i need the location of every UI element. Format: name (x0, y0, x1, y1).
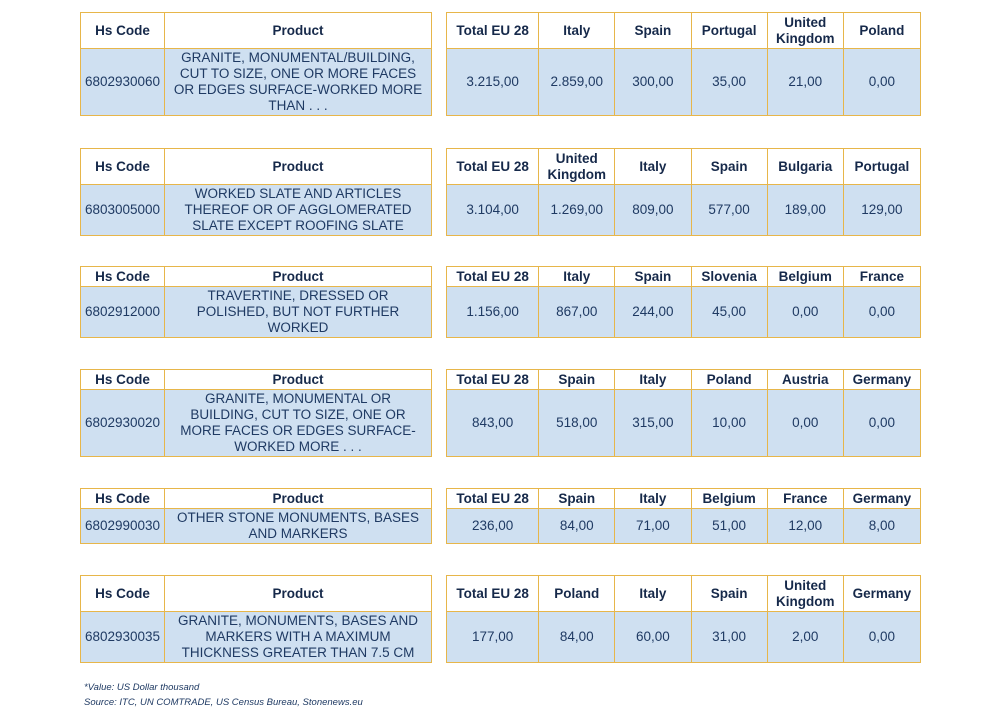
country-value-cell: 10,00 (691, 390, 767, 457)
hs-code-cell: 6802990030 (81, 509, 165, 544)
product-cell: TRAVERTINE, DRESSED OR POLISHED, BUT NOT FURTHER WORKED (165, 287, 432, 338)
hs-code-cell: 6802930060 (81, 49, 165, 116)
country-header: Germany (843, 576, 920, 612)
hs-code-header: Hs Code (81, 267, 165, 287)
country-header: Slovenia (691, 267, 767, 287)
country-header: Bulgaria (767, 149, 843, 185)
country-value-cell: 867,00 (539, 287, 615, 338)
total-header: Total EU 28 (447, 576, 539, 612)
product-table (80, 266, 432, 338)
country-value-cell: 315,00 (615, 390, 691, 457)
hs-code-cell: 6802930035 (81, 612, 165, 663)
country-value-cell: 189,00 (767, 185, 843, 236)
product-table (80, 12, 432, 116)
country-value-cell: 51,00 (691, 509, 767, 544)
country-values-table (446, 575, 921, 663)
country-header: Spain (691, 576, 767, 612)
product-cell: GRANITE, MONUMENTAL OR BUILDING, CUT TO SIZE, ONE OR MORE FACES OR EDGES SURFACE-WORKED MORE . . . (165, 390, 432, 457)
country-header: Belgium (691, 489, 767, 509)
country-value-cell: 0,00 (843, 287, 920, 338)
country-header: Poland (691, 370, 767, 390)
country-header: Italy (539, 13, 615, 49)
country-value-cell: 45,00 (691, 287, 767, 338)
country-value-cell: 577,00 (691, 185, 767, 236)
country-header: Italy (615, 489, 691, 509)
total-header: Total EU 28 (447, 13, 539, 49)
country-values-table (446, 12, 921, 116)
hs-code-cell: 6802930020 (81, 390, 165, 457)
total-value-cell: 236,00 (447, 509, 539, 544)
country-value-cell: 84,00 (539, 509, 615, 544)
hs-code-header: Hs Code (81, 13, 165, 49)
country-value-cell: 31,00 (691, 612, 767, 663)
total-header: Total EU 28 (447, 370, 539, 390)
country-value-cell: 244,00 (615, 287, 691, 338)
hs-code-header: Hs Code (81, 370, 165, 390)
total-value-cell: 3.104,00 (447, 185, 539, 236)
product-cell: WORKED SLATE AND ARTICLES THEREOF OR OF AGGLOMERATED SLATE EXCEPT ROOFING SLATE (165, 185, 432, 236)
country-header: Spain (691, 149, 767, 185)
country-value-cell: 0,00 (767, 287, 843, 338)
country-header: Spain (615, 267, 691, 287)
total-header: Total EU 28 (447, 489, 539, 509)
hs-code-header: Hs Code (81, 489, 165, 509)
source-note: Source: ITC, UN COMTRADE, US Census Bureau, Stonenews.eu (84, 697, 363, 708)
country-value-cell: 84,00 (539, 612, 615, 663)
country-values-table (446, 148, 921, 236)
product-header: Product (165, 267, 432, 287)
country-header: Italy (539, 267, 615, 287)
total-value-cell: 3.215,00 (447, 49, 539, 116)
total-value-cell: 1.156,00 (447, 287, 539, 338)
country-header: Belgium (767, 267, 843, 287)
product-header: Product (165, 489, 432, 509)
country-header: Italy (615, 149, 691, 185)
country-header: Spain (539, 370, 615, 390)
country-header: Spain (539, 489, 615, 509)
country-values-table (446, 488, 921, 544)
country-header: United Kingdom (767, 13, 843, 49)
country-value-cell: 129,00 (843, 185, 920, 236)
product-table (80, 575, 432, 663)
country-value-cell: 12,00 (767, 509, 843, 544)
hs-code-cell: 6802912000 (81, 287, 165, 338)
country-header: Austria (767, 370, 843, 390)
country-value-cell: 518,00 (539, 390, 615, 457)
country-header: Germany (843, 370, 920, 390)
hs-code-cell: 6803005000 (81, 185, 165, 236)
product-cell: GRANITE, MONUMENTAL/BUILDING, CUT TO SIZE, ONE OR MORE FACES OR EDGES SURFACE-WORKED MORE THAN . . . (165, 49, 432, 116)
country-value-cell: 809,00 (615, 185, 691, 236)
product-table (80, 148, 432, 236)
country-values-table (446, 369, 921, 457)
country-value-cell: 0,00 (843, 390, 920, 457)
country-header: France (767, 489, 843, 509)
country-header: Italy (615, 370, 691, 390)
country-value-cell: 60,00 (615, 612, 691, 663)
country-value-cell: 300,00 (615, 49, 691, 116)
value-unit-note: *Value: US Dollar thousand (84, 682, 200, 693)
country-value-cell: 0,00 (843, 612, 920, 663)
total-value-cell: 177,00 (447, 612, 539, 663)
hs-code-header: Hs Code (81, 149, 165, 185)
total-header: Total EU 28 (447, 149, 539, 185)
product-header: Product (165, 149, 432, 185)
product-table (80, 369, 432, 457)
product-header: Product (165, 13, 432, 49)
country-header: Portugal (843, 149, 920, 185)
product-table (80, 488, 432, 544)
country-value-cell: 2.859,00 (539, 49, 615, 116)
country-value-cell: 0,00 (843, 49, 920, 116)
country-value-cell: 2,00 (767, 612, 843, 663)
country-value-cell: 8,00 (843, 509, 920, 544)
product-cell: GRANITE, MONUMENTS, BASES AND MARKERS WITH A MAXIMUM THICKNESS GREATER THAN 7.5 CM (165, 612, 432, 663)
product-cell: OTHER STONE MONUMENTS, BASES AND MARKERS (165, 509, 432, 544)
country-header: Italy (615, 576, 691, 612)
country-header: United Kingdom (767, 576, 843, 612)
country-header: United Kingdom (539, 149, 615, 185)
country-header: Spain (615, 13, 691, 49)
country-header: Poland (539, 576, 615, 612)
country-header: Portugal (691, 13, 767, 49)
country-header: Germany (843, 489, 920, 509)
total-value-cell: 843,00 (447, 390, 539, 457)
product-header: Product (165, 370, 432, 390)
product-header: Product (165, 576, 432, 612)
footnotes (84, 680, 363, 710)
country-value-cell: 35,00 (691, 49, 767, 116)
country-header: France (843, 267, 920, 287)
country-value-cell: 71,00 (615, 509, 691, 544)
country-value-cell: 0,00 (767, 390, 843, 457)
country-values-table (446, 266, 921, 338)
country-value-cell: 1.269,00 (539, 185, 615, 236)
country-header: Poland (843, 13, 920, 49)
hs-code-header: Hs Code (81, 576, 165, 612)
country-value-cell: 21,00 (767, 49, 843, 116)
total-header: Total EU 28 (447, 267, 539, 287)
